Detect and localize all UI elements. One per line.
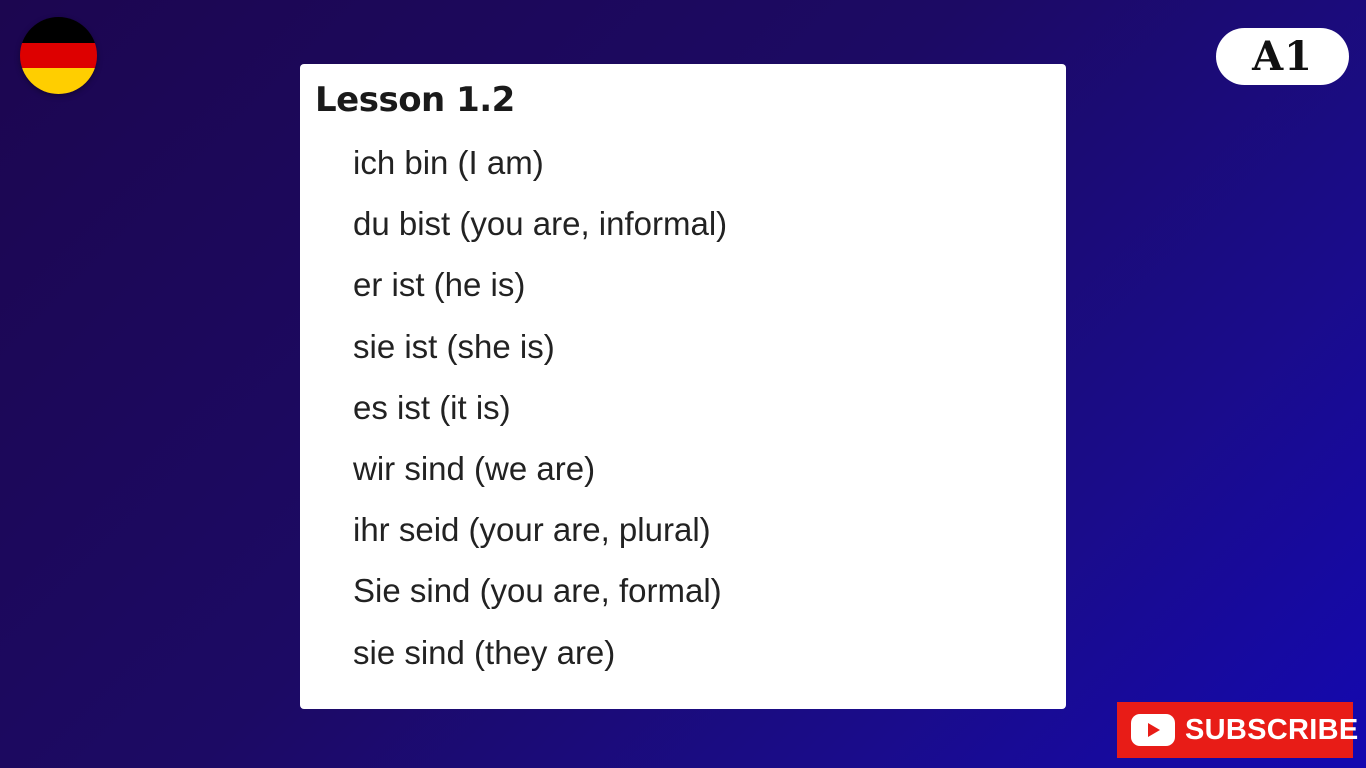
flag-stripe-black — [20, 17, 97, 43]
lesson-line: du bist (you are, informal) — [353, 205, 728, 243]
lesson-line: sie ist (she is) — [353, 327, 555, 365]
lesson-line: Sie sind (you are, formal) — [353, 572, 722, 610]
lesson-lines — [353, 138, 727, 689]
lesson-card — [300, 64, 1066, 709]
lesson-line: ihr seid (your are, plural) — [353, 511, 711, 549]
lesson-line: es ist (it is) — [353, 388, 511, 426]
germany-flag-icon — [20, 17, 97, 94]
lesson-line: sie sind (they are) — [353, 633, 616, 671]
flag-stripe-red — [20, 43, 97, 69]
lesson-line: ich bin (I am) — [353, 144, 544, 181]
youtube-play-icon — [1131, 714, 1175, 746]
lesson-line: wir sind (we are) — [353, 449, 596, 487]
flag-stripe-gold — [20, 68, 97, 94]
lesson-line: er ist (he is) — [353, 266, 526, 304]
level-badge: A1 — [1216, 28, 1349, 85]
subscribe-label: SUBSCRIBE — [1185, 713, 1359, 746]
subscribe-button[interactable] — [1117, 702, 1359, 758]
lesson-title: Lesson 1.2 — [315, 80, 515, 120]
